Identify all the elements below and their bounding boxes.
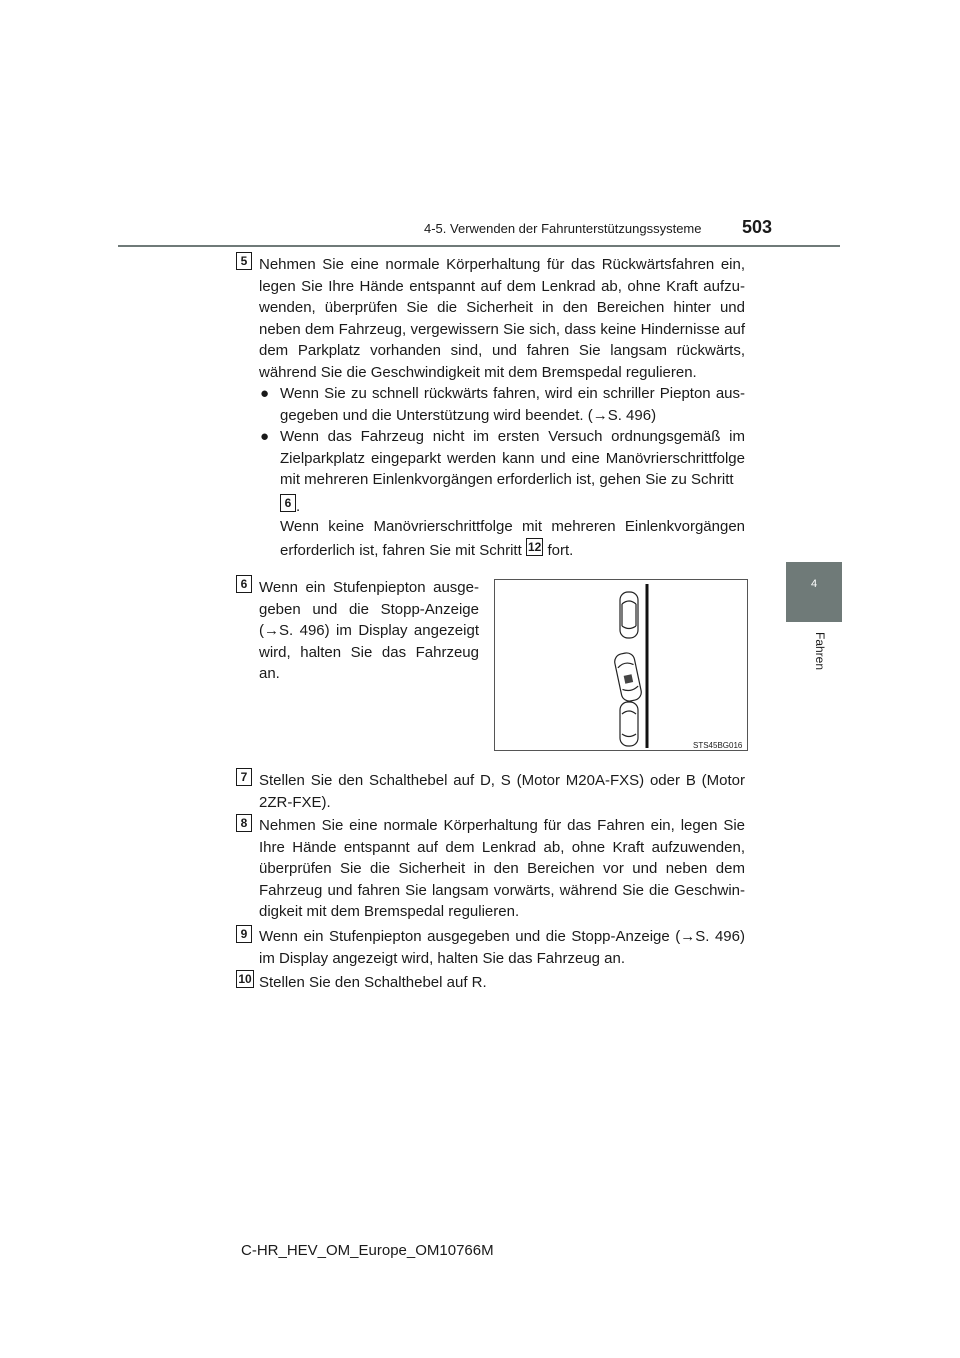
step-badge-10: 10 [236,970,254,988]
step-badge-7: 7 [236,768,252,786]
step-reference-line: 6 . [280,494,300,518]
step-6-text: Wenn ein Stufenpiepton ausge-geben und die Stopp-Anzeige (→S. 496) im Display angezeigt wird, halten Sie das Fahrzeug an. [259,579,479,683]
bullet-dot-icon: ● [260,428,270,445]
page-number: 503 [742,217,773,237]
step-8-text: Nehmen Sie eine normale Körperhaltung für das Fahren ein, legen Sie Ihre Hände entspannt auf dem Lenkrad ab, ohne Kraft aufzuwenden, überprüfen Sie die Sicherheit in den Bereichen vor und neben dem Fahrzeug und fahren Sie langsam vorwärts, während Sie die Geschwin-digkeit mit dem Bremspedal regulieren. [259,817,745,921]
chapter-tab [786,562,842,622]
step-badge-8: 8 [236,814,252,832]
step-7-text: Stellen Sie den Schalthebel auf D, S (Motor M20A-FXS) oder B (Motor 2ZR-FXE). [259,772,745,811]
figure-code: STS45BG016 [693,741,743,750]
parking-illustration [494,579,748,751]
step-5-text: Nehmen Sie eine normale Körperhaltung für das Rückwärtsfahren ein, legen Sie Ihre Hände entspannt auf dem Lenkrad ab, ohne Kraft aufzu-wenden, überprüfen Sie die Sicherheit in den Bereichen hinter und neben dem Fahrzeug, vergewissern Sie sich, dass keine Hindernisse auf dem Parkplatz vorhanden sind, und fahren Sie langsam rückwärts, während Sie die Geschwindigkeit mit dem Bremspedal regulieren. [259,256,745,381]
bullet-dot-icon: ● [260,385,270,402]
bullet-text: Wenn das Fahrzeug nicht im ersten Versuch ordnungsgemäß im Zielparkplatz eingeparkt werden kann und eine Manövrierschrittfolge mit mehreren Einlenkvorgängen erforderlich ist, gehen Sie zu Schritt [280,428,745,489]
step-reference-6: 6 [280,494,296,512]
maneuvering-car-icon [613,651,643,702]
bullet-text: Wenn Sie zu schnell rückwärts fahren, wird ein schriller Piepton aus-gegeben und die Unterstützung wird beendet. (→S. 496) [280,385,745,424]
parked-car-rear-icon [620,702,638,746]
document-id: C-HR_HEV_OM_Europe_OM10766M [241,1242,494,1259]
header-rule [118,245,840,247]
step-badge-9: 9 [236,925,252,943]
step-9-text: Wenn ein Stufenpiepton ausgegeben und die Stopp-Anzeige (→S. 496) im Display angezeigt wird, halten Sie das Fahrzeug an. [259,928,745,967]
step-badge-6: 6 [236,575,252,593]
parking-diagram [495,580,747,750]
section-title: 4-5. Verwenden der Fahrunterstützungssysteme [424,221,702,236]
chapter-tab-number: 4 [810,578,818,590]
step-10-text: Stellen Sie den Schalthebel auf R. [259,974,487,991]
chapter-tab-label: Fahren [813,632,827,671]
step-reference-12: 12 [527,539,542,554]
parked-car-front-icon [620,592,638,638]
bullet-continuation: Wenn keine Manövrierschrittfolge mit mehreren Einlenkvorgängen erforderlich ist, fahren Sie mit Schritt 12 fort. [280,518,745,559]
step-badge-5: 5 [236,252,252,270]
